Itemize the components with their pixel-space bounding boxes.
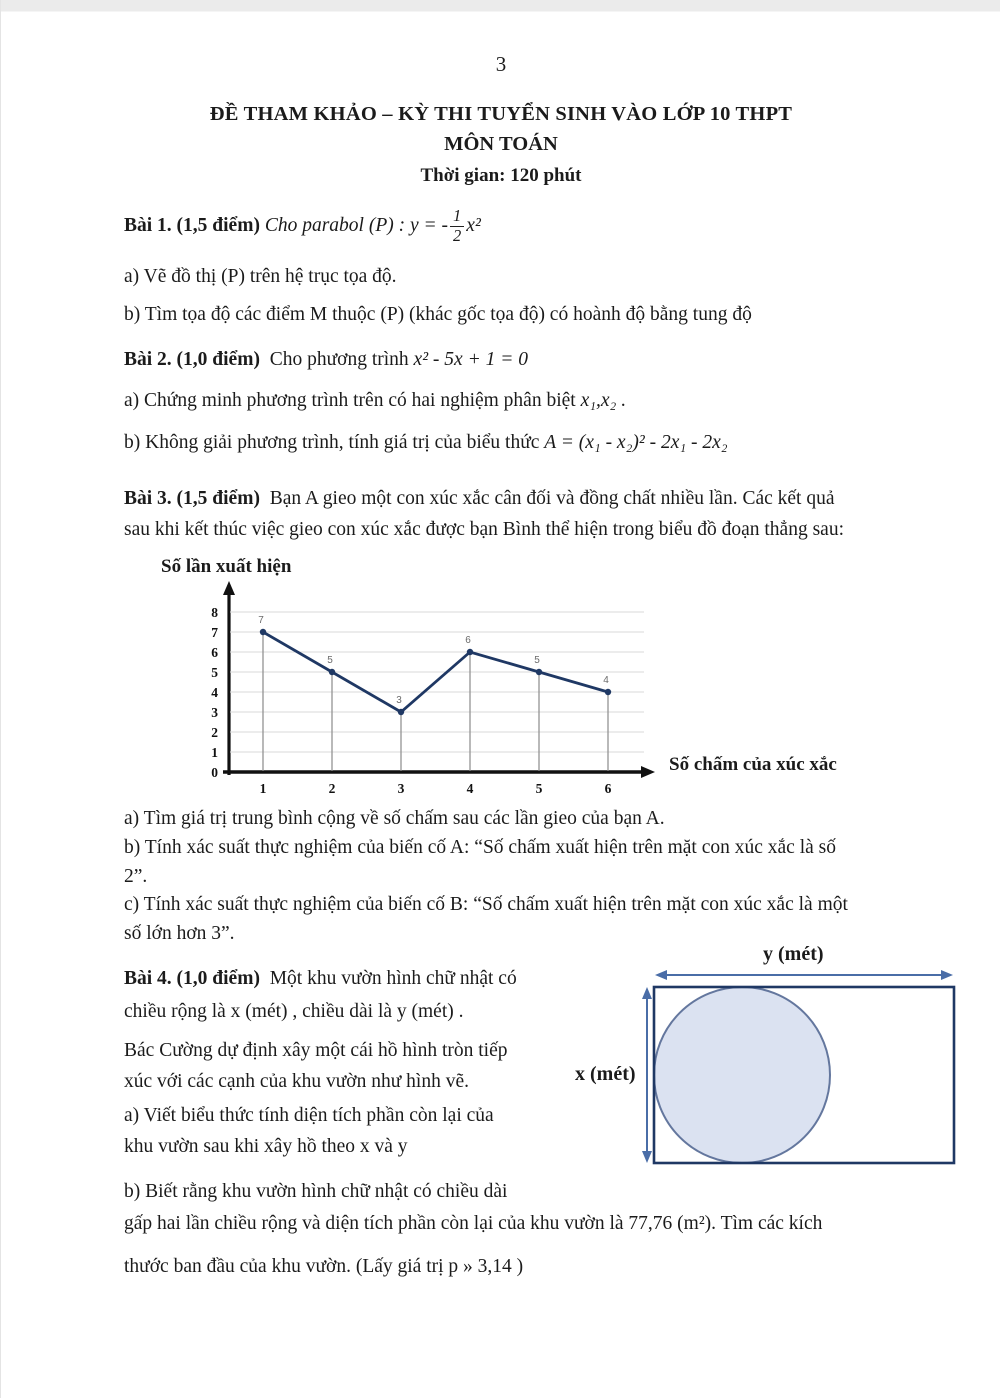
- x-tick-label: 6: [604, 781, 612, 796]
- x-axis-arrowhead: [641, 766, 655, 778]
- problem1-x-squared: x²: [466, 215, 481, 236]
- problem3-part-c-line1: c) Tính xác suất thực nghiệm của biến cố B: “Số chấm xuất hiện trên mặt con xúc xắc là một: [124, 894, 848, 915]
- problem4-part-b-line3: thước ban đầu của khu vườn. (Lấy giá trị p » 3,14 ): [124, 1256, 524, 1277]
- exam-subject: MÔN TOÁN: [444, 133, 558, 155]
- y-tick-label: 1: [211, 745, 218, 760]
- data-point: [398, 709, 404, 715]
- height-arrowhead-top: [642, 987, 652, 999]
- problem2-intro: Cho phương trình: [269, 349, 414, 370]
- problem2-part-b: [124, 432, 728, 454]
- problem3-part-c-line2: số lớn hơn 3”.: [124, 923, 235, 944]
- problem3-part-b-line2: 2”.: [124, 866, 148, 887]
- width-arrowhead-right: [941, 970, 953, 980]
- x-tick-label: 5: [535, 781, 543, 796]
- problem4-part-a-line2: khu vườn sau khi xây hồ theo x và y: [124, 1136, 408, 1157]
- figure-width-label: y (mét): [763, 943, 824, 965]
- data-point: [605, 689, 611, 695]
- garden-diagram: [571, 935, 991, 1185]
- y-tick-label: 5: [211, 665, 218, 680]
- y-tick-label: 2: [211, 725, 218, 740]
- x-tick-label: 3: [397, 781, 405, 796]
- point-label: 5: [534, 655, 540, 666]
- x-tick-label: 4: [466, 781, 474, 796]
- problem2-label: Bài 2. (1,0 điểm): [124, 349, 260, 370]
- figure-height-label: x (mét): [575, 1063, 636, 1085]
- problem2-statement: [124, 349, 528, 371]
- scan-artifact-strip: [1, 0, 1000, 11]
- problem2-b-math: A = (x₁ - x₂)² - 2x₁ - 2x₂: [544, 432, 728, 453]
- data-point: [260, 629, 266, 635]
- fraction-one-half: [450, 207, 464, 244]
- problem3-part-b-line1: b) Tính xác suất thực nghiệm của biến cố A: “Số chấm xuất hiện trên mặt con xúc xắc là số: [124, 837, 836, 858]
- problem1-part-b: b) Tìm tọa độ các điểm M thuộc (P) (khác gốc tọa độ) có hoành độ bằng tung độ: [124, 304, 752, 325]
- problem1-statement: [124, 200, 481, 252]
- pond-circle: [654, 987, 830, 1163]
- data-point: [467, 649, 473, 655]
- page-number: 3: [495, 52, 507, 76]
- chart-y-axis-title: Số lần xuất hiện: [161, 556, 292, 577]
- problem4-l1-rest: Một khu vườn hình chữ nhật có: [269, 968, 517, 989]
- y-tick-label: 8: [211, 605, 218, 620]
- problem2-b-text: b) Không giải phương trình, tính giá trị của biểu thức: [124, 432, 545, 453]
- problem3-label: Bài 3. (1,5 điểm): [124, 488, 260, 509]
- problem4-part-b-line2: gấp hai lần chiều rộng và diện tích phần còn lại của khu vườn là 77,76 (m²). Tìm các kích: [124, 1213, 823, 1234]
- problem4-statement-line4: xúc với các cạnh của khu vườn như hình vẽ.: [124, 1071, 469, 1092]
- point-label: 6: [465, 635, 471, 646]
- exam-title: ĐỀ THAM KHẢO – KỲ THI TUYỂN SINH VÀO LỚP 10 THPT: [209, 103, 793, 125]
- problem3-part-a: a) Tìm giá trị trung bình cộng về số chấm sau các lần gieo của bạn A.: [124, 808, 665, 829]
- y-tick-label: 3: [211, 705, 218, 720]
- problem4-statement-line2: chiều rộng là x (mét) , chiều dài là y (mét) .: [124, 1001, 464, 1022]
- width-arrowhead-left: [655, 970, 667, 980]
- problem4-part-a-line1: a) Viết biểu thức tính diện tích phần còn lại của: [124, 1105, 494, 1126]
- fraction-denominator: 2: [450, 226, 464, 245]
- point-label: 7: [258, 615, 264, 626]
- point-label: 3: [396, 695, 402, 706]
- fraction-numerator: 1: [453, 206, 462, 226]
- y-tick-label: 7: [211, 625, 218, 640]
- problem2-equation: x² - 5x + 1 = 0: [413, 349, 529, 370]
- garden-figure: [571, 935, 991, 1185]
- problem4-statement-line3: Bác Cường dự định xây một cái hồ hình tròn tiếp: [124, 1040, 508, 1061]
- point-label: 5: [327, 655, 333, 666]
- problem1-label: Bài 1. (1,5 điểm): [124, 215, 260, 236]
- data-point: [536, 669, 542, 675]
- y-tick-label: 0: [211, 765, 218, 780]
- problem1-intro: Cho parabol (P) : y = -: [264, 215, 449, 236]
- problem2-a-text: a) Chứng minh phương trình trên có hai nghiệm phân biệt: [124, 390, 581, 411]
- data-point: [329, 669, 335, 675]
- problem4-statement-line1: [124, 968, 517, 990]
- problem4-label: Bài 4. (1,0 điểm): [124, 968, 260, 989]
- x-tick-label: 2: [328, 781, 336, 796]
- problem4-part-b-line1: b) Biết rằng khu vườn hình chữ nhật có chiều dài: [124, 1181, 508, 1202]
- problem1-part-a: a) Vẽ đồ thị (P) trên hệ trục tọa độ.: [124, 266, 397, 287]
- chart-x-axis-title: Số chấm của xúc xắc: [669, 754, 837, 775]
- problem3-statement-line2: sau khi kết thúc việc gieo con xúc xắc được bạn Bình thể hiện trong biểu đồ đoạn thẳng sau:: [124, 519, 844, 540]
- point-label: 4: [603, 675, 609, 686]
- problem2-part-a: [124, 390, 626, 412]
- problem2-a-math: x₁,x₂ .: [580, 390, 627, 411]
- exam-duration: Thời gian: 120 phút: [420, 165, 582, 186]
- y-axis-arrowhead: [223, 581, 235, 595]
- height-arrowhead-bottom: [642, 1151, 652, 1163]
- x-tick-label: 1: [259, 781, 267, 796]
- frequency-chart: [196, 580, 666, 808]
- y-tick-label: 4: [211, 685, 218, 700]
- y-tick-label: 6: [211, 645, 218, 660]
- problem3-statement-line1: [124, 488, 835, 510]
- problem3-line1-rest: Bạn A gieo một con xúc xắc cân đối và đồng chất nhiều lần. Các kết quả: [269, 488, 835, 509]
